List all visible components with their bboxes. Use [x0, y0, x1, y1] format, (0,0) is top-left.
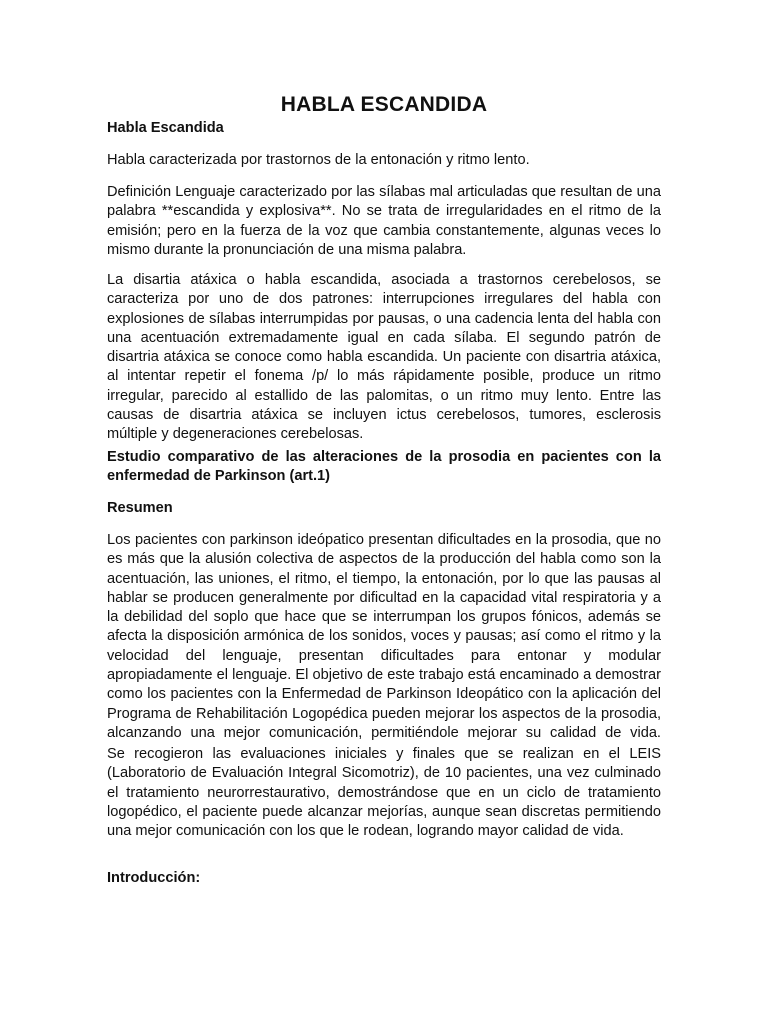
document-title: HABLA ESCANDIDA	[280, 93, 488, 116]
section-heading-habla-escandida: Habla Escandida	[107, 120, 224, 136]
resumen-paragraph-1: Los pacientes con parkinson ideópatico presentan dificultades en la prosodia, que no es más que la alusión colectiva de aspectos de la producción del habla como son la acentuación, las uniones, el ritmo, el tiempo, la entonación, por lo que las pausas al hablar se producen generalmente por dificultad en la capacidad vital respiratoria y a la debilidad del soplo que hace que se interrumpan los grupos fónicos, además se afecta la disposición armónica de los sonidos, voces y pausas; así como el ritmo y la velocidad del lenguaje, presentan dificultades para entonar y modular apropiadamente el lenguaje. El objetivo de este trabajo está encaminado a demostrar como los pacientes con la Enfermedad de Parkinson Ideopático con la aplicación del Programa de Rehabilitación Logopédica pueden mejorar los aspectos de la prosodia, alcanzando una mejor comunicación, permitiéndole mejorar su calidad de vida.	[107, 532, 661, 741]
resumen-heading: Resumen	[107, 500, 173, 516]
resumen-paragraph-2: Se recogieron las evaluaciones iniciales y finales que se realizan en el LEIS (Laboratorio de Evaluación Integral Sicomotriz), de 10 pacientes, una vez culminado el tratamiento neurorrestaurativo, demostrándose que en un ciclo de tratamiento logopédico, el paciente puede alcanzar mejorías, aunque sean discretas permitiendo una mejor comunicación con los que le rodean, logrando mayor calidad de vida.	[107, 746, 661, 840]
paragraph-definition: Definición Lenguaje caracterizado por las sílabas mal articuladas que resultan de una palabra **escandida y explosiva**. No se trata de irregularidades en el ritmo de la emisión; pero en la fuerza de la voz que cambia constantemente, algunas veces lo mismo durante la pronunciación de una misma palabra.	[107, 184, 661, 258]
paragraph-definition-short: Habla caracterizada por trastornos de la entonación y ritmo lento.	[107, 152, 530, 168]
introduction-heading: Introducción:	[107, 870, 201, 886]
paragraph-disartria: La disartia atáxica o habla escandida, asociada a trastornos cerebelosos, se caracteriza por uno de dos patrones: interrupciones irregulares del habla con explosiones de sílabas interrumpidas por pausas, o una cadencia lenta del habla con una acentuación extremadamente igual en cada sílaba. El segundo patrón de disartria atáxica se conoce como habla escandida. Un paciente con disartria atáxica, al intentar repetir el fonema /p/ lo más rápidamente posible, produce un ritmo irregular, parecido al estallido de las palomitas, o un ritmo muy lento. Entre las causas de disartria atáxica se incluyen ictus cerebelosos, tumores, esclerosis múltiple y degeneraciones cerebelosas.	[107, 272, 661, 443]
article-heading: Estudio comparativo de las alteraciones de la prosodia en pacientes con la enfermedad de Parkinson (art.1)	[107, 449, 661, 485]
